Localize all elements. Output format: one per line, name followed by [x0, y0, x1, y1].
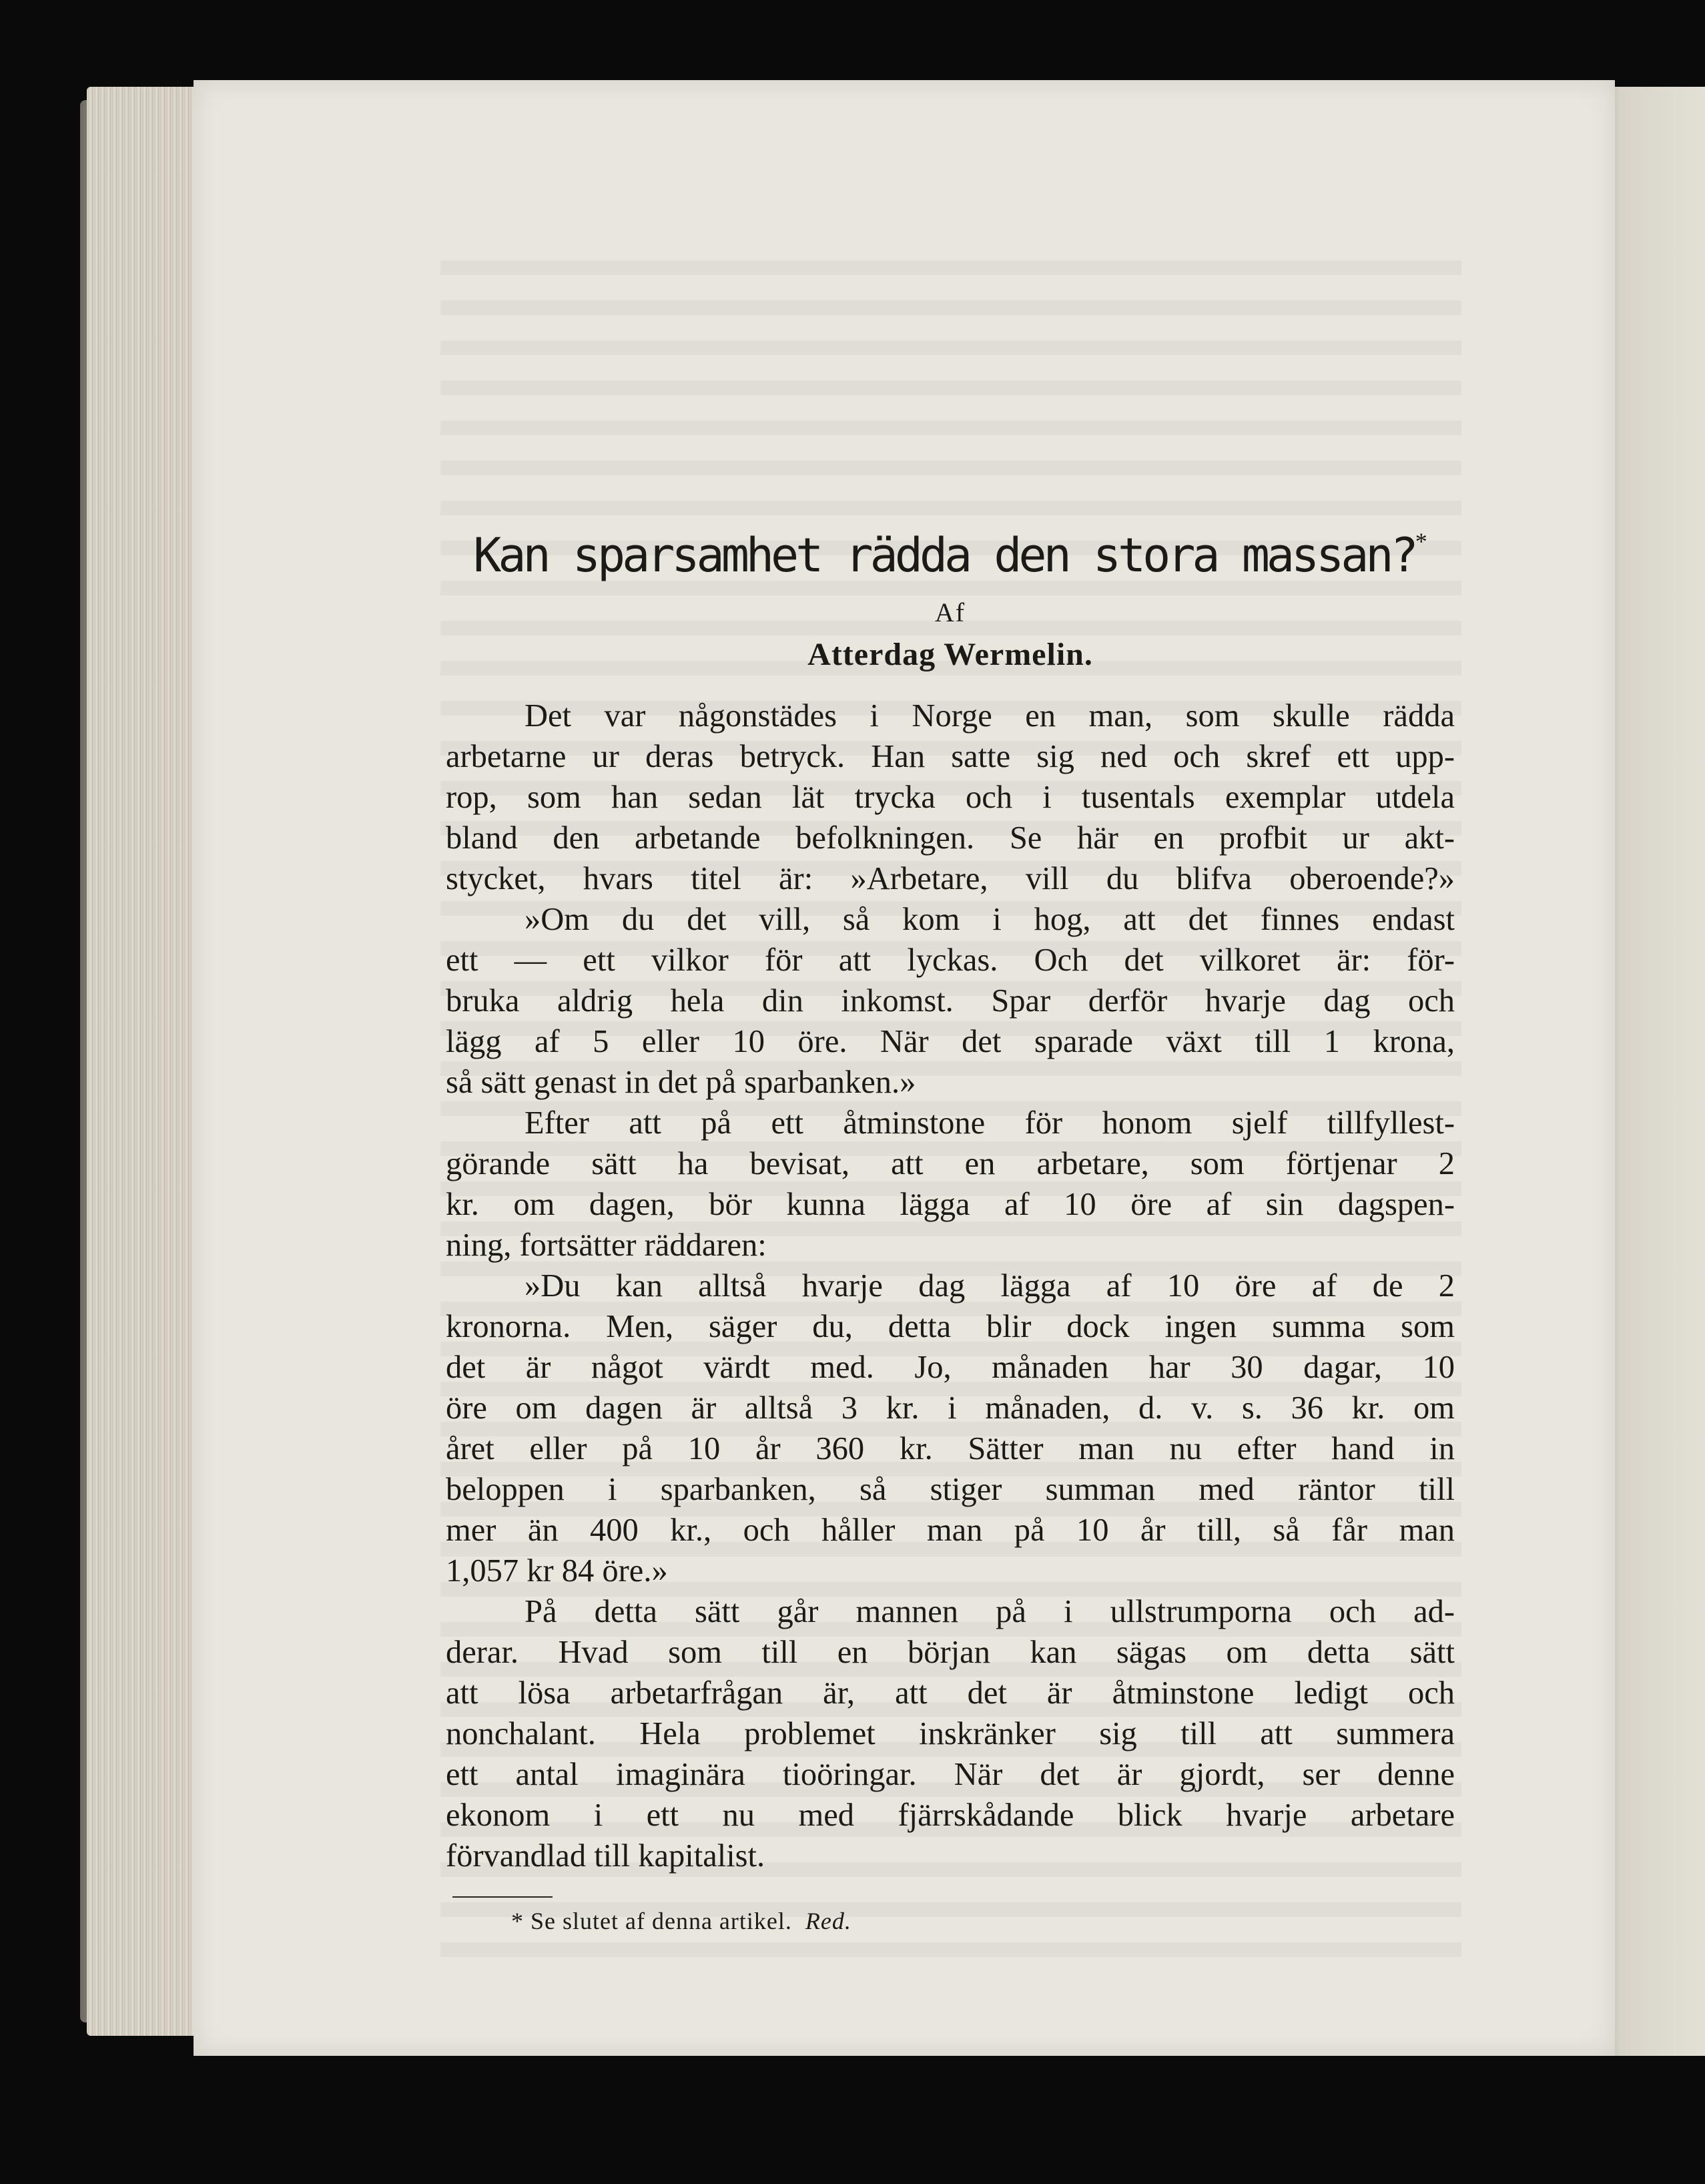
- text-line: »Om du det vill, så kom i hog, att det finnes endast: [525, 902, 1455, 937]
- footnote-divider: [452, 1896, 553, 1898]
- text-line: öre om dagen är alltså 3 kr. i månaden, d. v. s. 36 kr. om: [446, 1390, 1455, 1426]
- next-page-edge: [1602, 87, 1705, 2056]
- text-line: bland den arbetande befolkningen. Se här en profbit ur akt-: [446, 820, 1455, 856]
- paragraph: [446, 1266, 1455, 1591]
- text-line: det är något värdt med. Jo, månaden har 30 dagar, 10: [446, 1350, 1455, 1385]
- paragraph: [446, 1103, 1455, 1266]
- footnote-mark: *: [1415, 528, 1427, 555]
- text-line: görande sätt ha bevisat, att en arbetare, som förtjenar 2: [446, 1146, 1455, 1181]
- text-line: 1,057 kr 84 öre.»: [446, 1553, 668, 1589]
- text-line: ett — ett vilkor för att lyckas. Och det vilkoret är: för-: [446, 942, 1455, 978]
- text-line: arbetarne ur deras betryck. Han satte sig ned och skref ett upp-: [446, 739, 1455, 774]
- text-line: ning, fortsätter räddaren:: [446, 1227, 767, 1263]
- text-line: nonchalant. Hela problemet inskränker sig till att summera: [446, 1716, 1455, 1751]
- article: [446, 527, 1455, 1935]
- text-line: På detta sätt går mannen på i ullstrumporna och ad-: [525, 1594, 1455, 1629]
- text-line: rop, som han sedan lät trycka och i tusentals exemplar utdela: [446, 780, 1455, 815]
- text-line: så sätt genast in det på sparbanken.»: [446, 1065, 916, 1100]
- text-line: mer än 400 kr., och håller man på 10 år till, så får man: [446, 1513, 1455, 1548]
- byline-prefix: Af: [934, 597, 966, 627]
- text-line: att lösa arbetarfrågan är, att det är åtminstone ledigt och: [446, 1675, 1455, 1711]
- text-line: Efter att på ett åtminstone för honom sjelf tillfyllest-: [525, 1105, 1455, 1141]
- text-line: bruka aldrig hela din inkomst. Spar derför hvarje dag och: [446, 983, 1455, 1019]
- text-line: beloppen i sparbanken, så stiger summan med räntor till: [446, 1472, 1455, 1507]
- text-line: lägg af 5 eller 10 öre. När det sparade växt till 1 krona,: [446, 1024, 1455, 1059]
- author-name: Atterdag Wermelin.: [807, 637, 1093, 672]
- footnote-text: * Se slutet af denna artikel.: [511, 1908, 792, 1934]
- footnote: [446, 1907, 1455, 1935]
- text-line: Det var någonstädes i Norge en man, som skulle rädda: [525, 698, 1455, 734]
- footnote-signature: Red.: [805, 1908, 851, 1934]
- text-line: förvandlad till kapitalist.: [446, 1838, 765, 1874]
- text-line: derar. Hvad som till en början kan sägas om detta sätt: [446, 1635, 1455, 1670]
- text-line: stycket, hvars titel är: »Arbetare, vill du blifva oberoende?»: [446, 861, 1455, 896]
- book-page-edges: [87, 87, 207, 2036]
- paragraph: [446, 899, 1455, 1103]
- article-body: [446, 696, 1455, 1876]
- text-line: kronorna. Men, säger du, detta blir dock ingen summa som: [446, 1309, 1455, 1344]
- text-line: »Du kan alltså hvarje dag lägga af 10 öre af de 2: [525, 1268, 1455, 1304]
- text-line: ett antal imaginära tioöringar. När det är gjordt, ser denne: [446, 1757, 1455, 1792]
- text-line: kr. om dagen, bör kunna lägga af 10 öre af sin dagspen-: [446, 1187, 1455, 1222]
- paragraph: [446, 696, 1455, 899]
- text-line: ekonom i ett nu med fjärrskådande blick hvarje arbetare: [446, 1798, 1455, 1833]
- text-line: året eller på 10 år 360 kr. Sätter man nu efter hand in: [446, 1431, 1455, 1466]
- article-title: Kan sparsamhet rädda den stora massan?*: [473, 528, 1427, 583]
- paragraph: [446, 1591, 1455, 1876]
